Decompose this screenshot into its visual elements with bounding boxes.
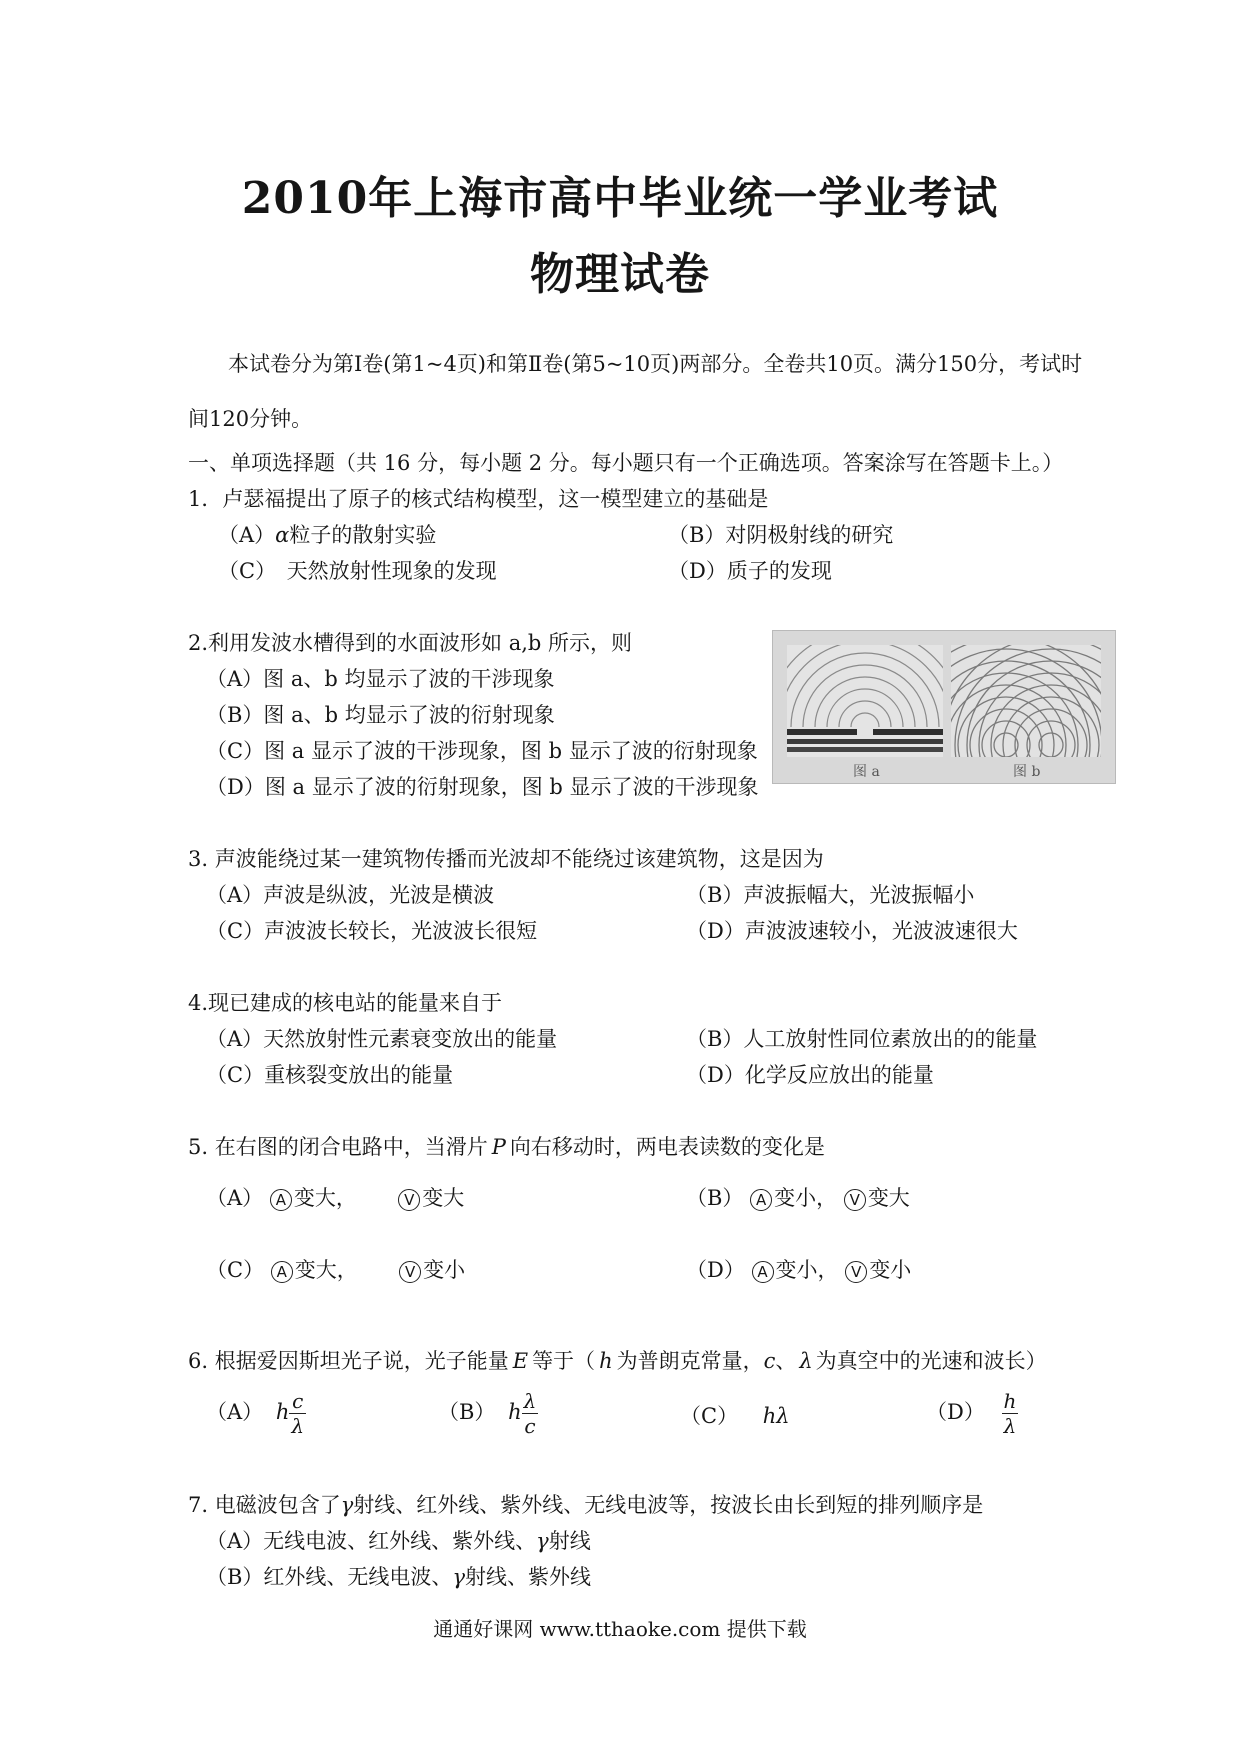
q6-a-denominator: λ — [291, 1414, 305, 1438]
q7-b-post: 射线、紫外线 — [465, 1565, 591, 1589]
q4-option-d: （D）化学反应放出的能量 — [686, 1063, 934, 1087]
q1-option-a — [218, 519, 436, 549]
q5-stem-pre: 5. 在右图的闭合电路中，当滑片 — [188, 1135, 488, 1159]
q3-stem: 3. 声波能绕过某一建筑物传播而光波却不能绕过该建筑物，这是因为 — [188, 847, 824, 871]
q5-a-ammeter-change: 变大， — [293, 1186, 357, 1210]
q6-option-d — [926, 1389, 1018, 1438]
q6-var-h: h — [599, 1349, 613, 1373]
voltmeter-icon: V — [399, 1261, 421, 1283]
q2-option-c: （C）图 a 显示了波的干涉现象，图 b 显示了波的衍射现象 — [206, 739, 758, 763]
gamma-symbol: γ — [536, 1529, 549, 1553]
q6-option-a — [206, 1389, 306, 1438]
q6-b-fraction — [522, 1389, 539, 1438]
q7-option-a — [206, 1525, 591, 1555]
q6-d-numerator: h — [1003, 1389, 1017, 1413]
q6-c-label: （C） — [680, 1404, 739, 1428]
q5-stem-post: 向右移动时，两电表读数的变化是 — [509, 1135, 825, 1159]
q2-option-b: （B）图 a、b 均显示了波的衍射现象 — [206, 703, 555, 727]
q7-b-pre: （B）红外线、无线电波、 — [206, 1565, 453, 1589]
q1-option-a-text: 粒子的散射实验 — [289, 523, 437, 547]
interference-wave-image — [951, 645, 1101, 757]
q5-c-ammeter-change: 变大， — [294, 1258, 358, 1282]
q3-option-d: （D）声波波速较小，光波波速很大 — [686, 919, 1018, 943]
page-footer: 通通好课网 www.tthaoke.com 提供下载 — [433, 1617, 807, 1641]
gamma-symbol: γ — [452, 1565, 465, 1589]
q6-stem-mid1: 等于（ — [532, 1349, 596, 1373]
q5-stem — [188, 1131, 825, 1161]
q5-var-p: P — [491, 1135, 506, 1159]
q6-stem-mid2: 为普朗克常量， — [616, 1349, 764, 1373]
q6-d-denominator: λ — [1003, 1414, 1017, 1438]
q6-b-label: （B） — [438, 1400, 496, 1424]
ammeter-icon: A — [270, 1189, 292, 1211]
q1-option-c: （C） 天然放射性现象的发现 — [218, 559, 497, 583]
figure-b-panel — [951, 645, 1101, 757]
q7-a-pre: （A）无线电波、红外线、紫外线、 — [206, 1529, 537, 1553]
q6-stem-pre: 6. 根据爱因斯坦光子说，光子能量 — [188, 1349, 509, 1373]
q6-stem-mid3: 、 — [775, 1349, 797, 1373]
q1-stem: 1．卢瑟福提出了原子的核式结构模型，这一模型建立的基础是 — [188, 487, 769, 511]
q6-b-numerator: λ — [523, 1389, 537, 1413]
q6-a-fraction — [289, 1389, 306, 1438]
q4-option-c: （C）重核裂变放出的能量 — [206, 1063, 454, 1087]
q3-option-a: （A）声波是纵波，光波是横波 — [206, 883, 495, 907]
q7-stem — [188, 1489, 983, 1519]
exam-subtitle: 物理试卷 — [530, 249, 710, 300]
q6-a-coef: h — [275, 1400, 290, 1424]
q5-b-voltmeter-change: 变大 — [867, 1186, 910, 1210]
voltmeter-icon: V — [845, 1261, 867, 1283]
q6-stem — [188, 1345, 1047, 1375]
figure-b-caption: 图 b — [1013, 764, 1041, 780]
q2-option-a: （A）图 a、b 均显示了波的干涉现象 — [206, 667, 555, 691]
q5-d-ammeter-change: 变小， — [775, 1258, 839, 1282]
q5-b-label: （B） — [686, 1186, 744, 1210]
q7-option-b — [206, 1561, 591, 1591]
q6-b-denominator: c — [524, 1414, 536, 1438]
q2-stem: 2.利用发波水槽得到的水面波形如 a,b 所示，则 — [188, 631, 633, 655]
q4-stem: 4.现已建成的核电站的能量来自于 — [188, 991, 503, 1015]
ammeter-icon: A — [752, 1261, 774, 1283]
q5-b-ammeter-change: 变小， — [774, 1186, 838, 1210]
q7-a-post: 射线 — [548, 1529, 591, 1553]
intro-line-1: 本试卷分为第Ⅰ卷(第1~4页)和第Ⅱ卷(第5~10页)两部分。全卷共10页。满分150分，考试时 — [228, 352, 1083, 376]
q6-var-c: c — [763, 1349, 776, 1373]
figure-a-caption: 图 a — [853, 764, 880, 780]
q2-option-d: （D）图 a 显示了波的衍射现象，图 b 显示了波的干涉现象 — [206, 775, 759, 799]
q6-var-e: E — [512, 1349, 529, 1373]
wave-figure — [772, 630, 1116, 784]
q5-option-b — [686, 1182, 910, 1212]
q6-a-numerator: c — [289, 1389, 306, 1414]
q1-option-b: （B）对阴极射线的研究 — [668, 523, 894, 547]
q5-a-voltmeter-change: 变大 — [422, 1186, 465, 1210]
q5-option-d — [686, 1254, 911, 1284]
q4-option-b: （B）人工放射性同位素放出的的能量 — [686, 1027, 1038, 1051]
alpha-symbol: α — [275, 523, 290, 547]
q7-stem-post: 射线、红外线、紫外线、无线电波等，按波长由长到短的排列顺序是 — [353, 1493, 984, 1517]
q5-option-a — [206, 1182, 464, 1212]
ammeter-icon: A — [750, 1189, 772, 1211]
q6-c-expression: hλ — [762, 1404, 790, 1428]
q1-option-d: （D）质子的发现 — [668, 559, 832, 583]
q6-var-lambda: λ — [799, 1349, 813, 1373]
q6-stem-post: 为真空中的光速和波长） — [815, 1349, 1047, 1373]
diffraction-wave-image — [787, 645, 943, 757]
gamma-symbol: γ — [340, 1493, 354, 1517]
q6-a-label: （A） — [206, 1400, 264, 1424]
voltmeter-icon: V — [398, 1189, 420, 1211]
q4-option-a: （A）天然放射性元素衰变放出的能量 — [206, 1027, 558, 1051]
intro-line-2: 间120分钟。 — [188, 407, 313, 431]
q7-stem-pre: 7. 电磁波包含了 — [188, 1493, 341, 1517]
q3-option-c: （C）声波波长较长，光波波长很短 — [206, 919, 538, 943]
q6-b-coef: h — [508, 1400, 522, 1424]
section-heading: 一、单项选择题（共 16 分，每小题 2 分。每小题只有一个正确选项。答案涂写在答题卡上。） — [188, 451, 1064, 475]
q5-option-c — [206, 1254, 465, 1284]
ammeter-icon: A — [271, 1261, 293, 1283]
figure-a-panel — [787, 645, 943, 757]
exam-title: 2010年上海市高中毕业统一学业考试 — [241, 173, 999, 224]
q1-option-a-label: （A） — [218, 523, 276, 547]
q6-option-b — [438, 1389, 538, 1438]
q6-d-fraction — [1002, 1389, 1019, 1438]
q5-c-voltmeter-change: 变小 — [423, 1258, 466, 1282]
q6-d-label: （D） — [926, 1400, 985, 1424]
q3-option-b: （B）声波振幅大，光波振幅小 — [686, 883, 975, 907]
q5-a-label: （A） — [206, 1186, 264, 1210]
q5-c-label: （C） — [206, 1258, 265, 1282]
voltmeter-icon: V — [844, 1189, 866, 1211]
q5-d-label: （D） — [686, 1258, 745, 1282]
q5-d-voltmeter-change: 变小 — [869, 1258, 912, 1282]
q6-option-c — [680, 1400, 790, 1430]
